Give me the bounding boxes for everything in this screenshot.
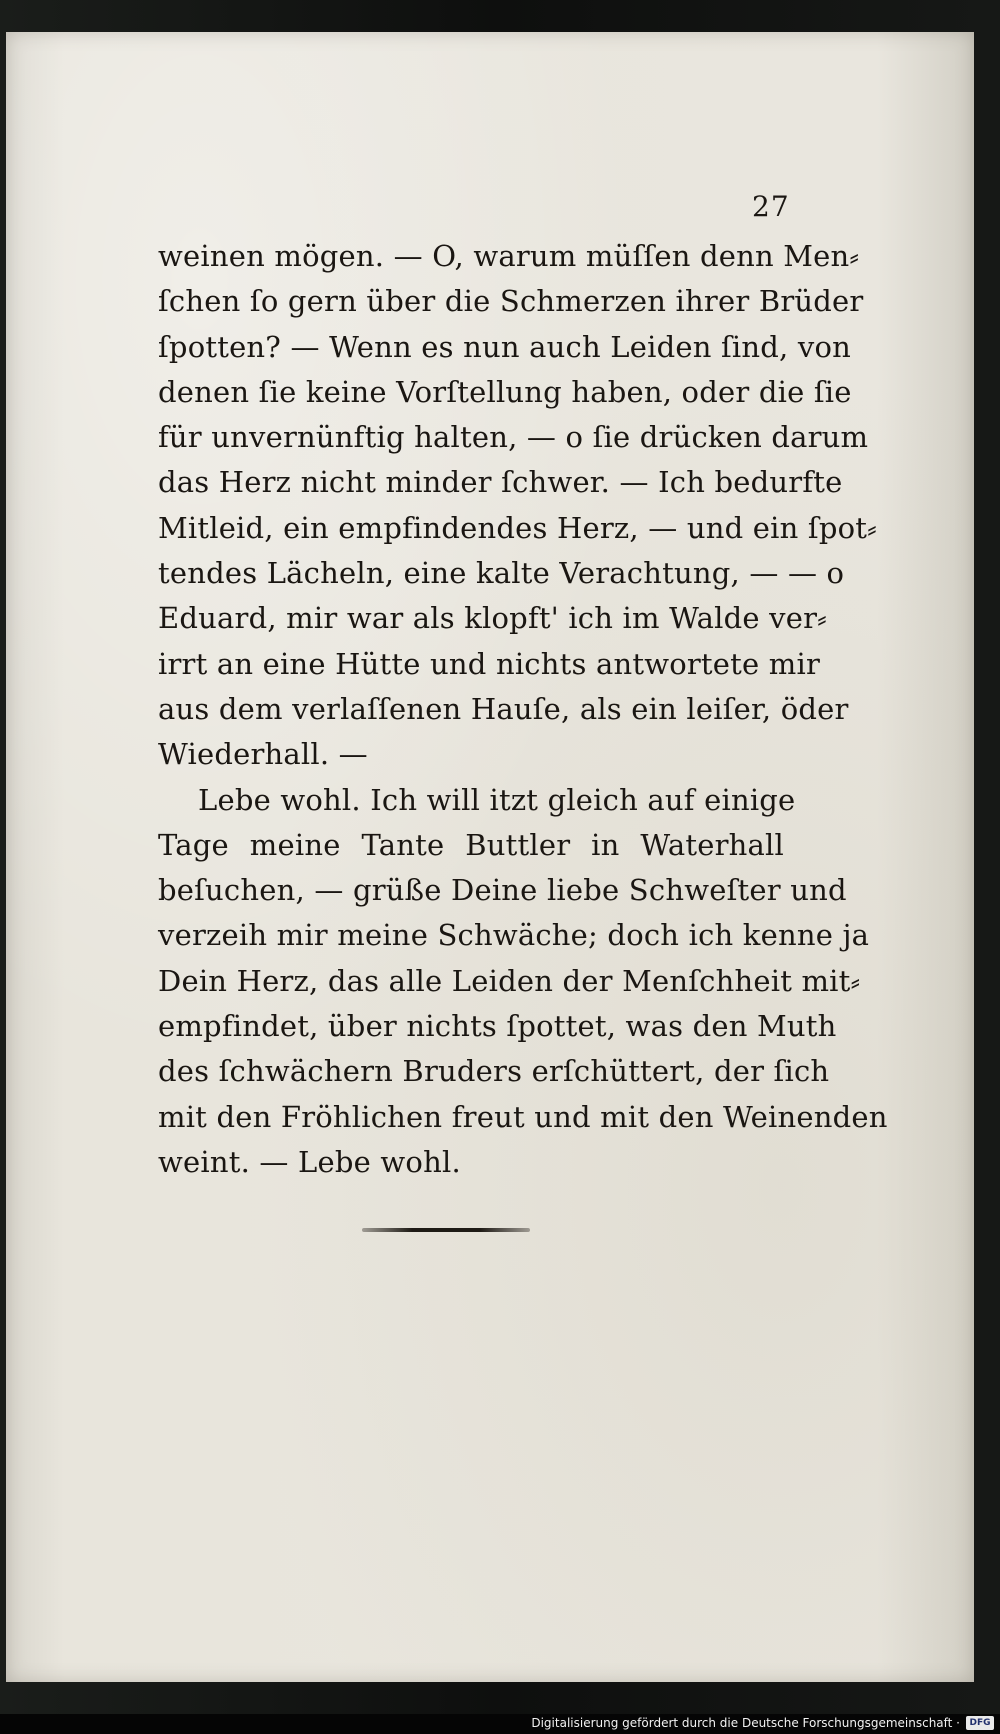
text-line: weinen mögen. — O, warum müſſen denn Men⸗ bbox=[158, 239, 860, 273]
text-line: Tage meine Tante Buttler in Waterhall bbox=[158, 827, 784, 862]
page-number: 27 bbox=[752, 190, 790, 223]
text-line: das Herz nicht minder ſchwer. — Ich bedurfte bbox=[158, 465, 843, 500]
text-line: Mitleid, ein empfindendes Herz, — und ein ſpot⸗ bbox=[158, 510, 877, 545]
text-line: weint. — Lebe wohl. bbox=[158, 1144, 461, 1179]
text-line: empfindet, über nichts ſpottet, was den Muth bbox=[158, 1009, 837, 1044]
dfg-logo: DFG bbox=[966, 1716, 994, 1730]
text-line: mit den Fröhlichen freut und mit den Weinenden bbox=[158, 1099, 888, 1134]
text-line: tendes Lächeln, eine kalte Verachtung, — — o bbox=[158, 556, 845, 591]
text-line: ſpotten? — Wenn es nun auch Leiden ſind, von bbox=[158, 329, 852, 364]
text-line: Dein Herz, das alle Leiden der Menſchheit mit⸗ bbox=[158, 963, 861, 998]
text-line: Wiederhall. — bbox=[158, 737, 368, 772]
digitization-credit: Digitalisierung gefördert durch die Deutsche Forschungsgemeinschaft · bbox=[531, 1716, 960, 1730]
text-line: irrt an eine Hütte und nichts antwortete mir bbox=[158, 646, 821, 681]
text-line: verzeih mir meine Schwäche; doch ich kenne ja bbox=[158, 918, 870, 953]
text-line: Eduard, mir war als klopft' ich im Walde ver⸗ bbox=[158, 601, 827, 636]
text-line: ſchen ſo gern über die Schmerzen ihrer Brüder bbox=[158, 284, 864, 319]
text-line: Lebe wohl. Ich will itzt gleich auf einige bbox=[198, 782, 796, 817]
text-line: beſuchen, — grüße Deine liebe Schweſter und bbox=[158, 873, 847, 908]
text-line: denen ſie keine Vorſtellung haben, oder die ſie bbox=[158, 374, 852, 409]
body-text bbox=[158, 234, 888, 1185]
section-divider-rule bbox=[362, 1228, 530, 1232]
text-line: aus dem verlaſſenen Hauſe, als ein leiſer, öder bbox=[158, 691, 849, 726]
text-line: für unvernünftig halten, — o ſie drücken darum bbox=[158, 420, 869, 455]
text-line: des ſchwächern Bruders erſchüttert, der ſich bbox=[158, 1054, 830, 1089]
